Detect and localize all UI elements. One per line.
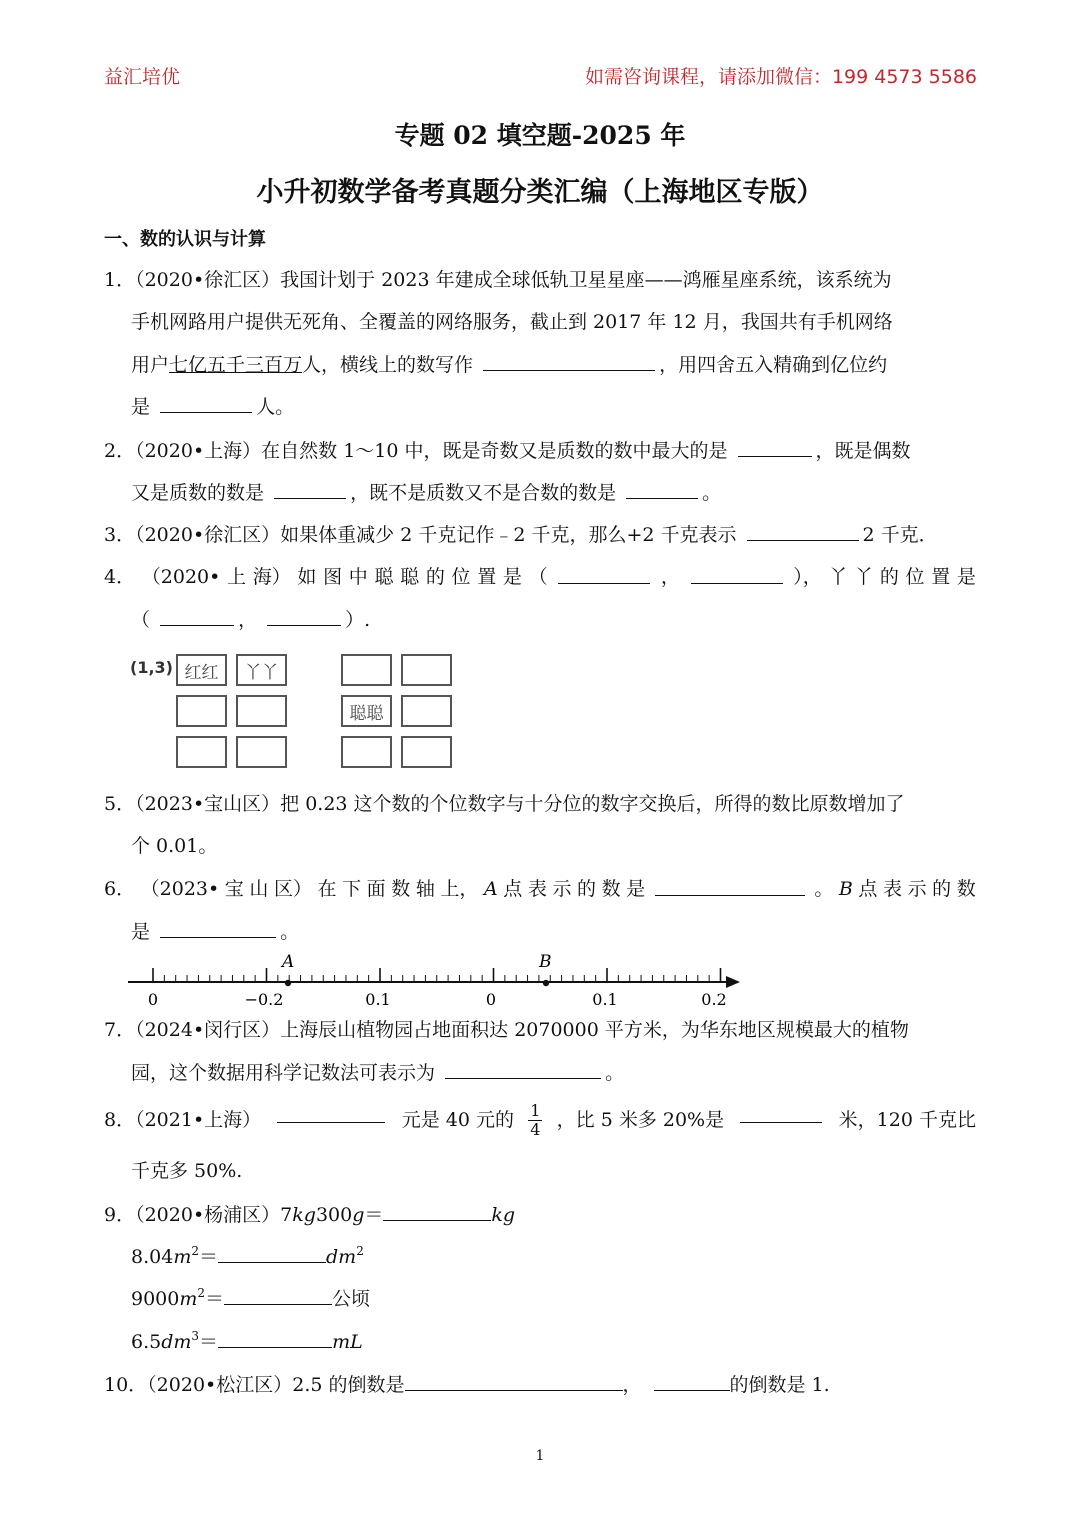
answer-blank[interactable] bbox=[445, 1058, 601, 1079]
q1-text: ，用四舍五入精确到亿位约 bbox=[659, 354, 888, 376]
answer-blank[interactable] bbox=[224, 1284, 332, 1305]
header-contact: 如需咨询课程，请添加微信：199 4573 5586 bbox=[584, 66, 977, 88]
q6-word: 山 bbox=[249, 878, 269, 900]
unit-hectare: 公顷 bbox=[332, 1288, 371, 1310]
q4-word: 位 bbox=[451, 566, 471, 588]
q8-text: ，比 5 米多 20%是 bbox=[556, 1109, 725, 1131]
point-a-label: A bbox=[282, 952, 295, 972]
q6-line2 bbox=[131, 917, 976, 946]
q1-line1: 1．（2020•徐汇区）我国计划于 2023 年建成全球低轨卫星星座——鸿雁星座系统，该系统为 bbox=[104, 269, 892, 291]
q7-line2 bbox=[131, 1058, 976, 1087]
q8-text: 元是 40 元的 bbox=[401, 1109, 514, 1131]
q4-line2 bbox=[131, 605, 976, 634]
page-title: 专题 02 填空题-2025 年 bbox=[394, 121, 686, 150]
answer-blank[interactable] bbox=[747, 520, 859, 541]
q4-word: 丫 bbox=[828, 566, 848, 588]
unit-m: m bbox=[173, 1246, 192, 1268]
fraction-numerator: 1 bbox=[530, 1101, 541, 1120]
grid-cell-honghong: 红红 bbox=[176, 654, 227, 686]
tick-label: 0.1 bbox=[592, 990, 618, 1009]
q2-line2 bbox=[131, 478, 976, 507]
unit-g: g bbox=[352, 1204, 365, 1226]
answer-blank[interactable] bbox=[654, 1370, 730, 1391]
grid-coordinate-label: (1,3) bbox=[130, 658, 173, 677]
answer-blank[interactable] bbox=[218, 1327, 332, 1348]
q4-word: ）， bbox=[793, 566, 822, 588]
answer-blank[interactable] bbox=[160, 605, 234, 626]
grid-cell bbox=[341, 736, 392, 768]
q4-word: 置 bbox=[477, 566, 497, 588]
q1-text: 是 bbox=[131, 396, 151, 418]
equals-sign: ＝ bbox=[205, 1288, 225, 1310]
q7-line1: 7．（2024•闵行区）上海辰山植物园占地面积达 2070000 平方米，为华东地区规模最大的植物 bbox=[104, 1019, 909, 1041]
q6-line1 bbox=[104, 875, 976, 903]
unit-kg: kg bbox=[491, 1204, 516, 1226]
q8-line1 bbox=[104, 1102, 976, 1139]
number-line-arrow bbox=[726, 976, 740, 988]
q2-text: ，既不是质数又不是合数的数是 bbox=[350, 482, 617, 504]
q6-point-a: A bbox=[483, 878, 498, 900]
q2-line1 bbox=[104, 436, 976, 465]
q1-line4 bbox=[131, 392, 976, 421]
q5-line1: 5．（2023•宝山区）把 0.23 这个数的个位数字与十分位的数字交换后，所得的数比原数增加了 bbox=[104, 793, 905, 815]
q3-text: 2 千克． bbox=[862, 524, 938, 546]
answer-blank[interactable] bbox=[160, 917, 276, 938]
q4-line1 bbox=[104, 563, 976, 591]
q6-word: （2023• bbox=[140, 878, 220, 900]
q1-text: 人，横线上的数写作 bbox=[302, 354, 474, 376]
q10-text: 10．（2020•松江区）2.5 的倒数是 bbox=[104, 1374, 405, 1396]
point-b-dot bbox=[543, 980, 549, 986]
q10-line bbox=[104, 1370, 976, 1399]
answer-blank[interactable] bbox=[160, 392, 252, 413]
q4-word: 图 bbox=[323, 566, 343, 588]
q3-text: 3．（2020•徐汇区）如果体重减少 2 千克记作﹣2 千克，那么+2 千克表示 bbox=[104, 524, 737, 546]
q9-line4 bbox=[131, 1327, 976, 1356]
superscript: 2 bbox=[356, 1244, 364, 1258]
q4-text: ）. bbox=[345, 609, 371, 631]
answer-blank[interactable] bbox=[277, 1102, 385, 1123]
q4-word: 是 bbox=[502, 566, 522, 588]
page-subtitle: 小升初数学备考真题分类汇编（上海地区专版） bbox=[256, 177, 824, 208]
q4-word: 上 bbox=[227, 566, 247, 588]
q6-word: 点 bbox=[503, 878, 523, 900]
q9-line1 bbox=[104, 1200, 976, 1229]
fraction-denominator: 4 bbox=[530, 1120, 541, 1139]
q6-word: 的 bbox=[932, 878, 952, 900]
grid-cell-yaya: 丫丫 bbox=[236, 654, 287, 686]
q10-text: ， bbox=[622, 1374, 642, 1396]
section-heading: 一、数的认识与计算 bbox=[104, 229, 266, 250]
q1-text: 人。 bbox=[256, 396, 295, 418]
equals-sign: ＝ bbox=[199, 1331, 219, 1353]
q6-word: 表 bbox=[527, 878, 547, 900]
q4-word: 聪 bbox=[374, 566, 394, 588]
q6-word: 示 bbox=[907, 878, 927, 900]
q8-line2: 千克多 50%. bbox=[131, 1160, 243, 1182]
q4-word: 如 bbox=[297, 566, 317, 588]
answer-blank[interactable] bbox=[691, 563, 783, 584]
q9-value: 9000 bbox=[131, 1288, 180, 1310]
q2-text: 2．（2020•上海）在自然数 1～10 中，既是奇数又是质数的数中最大的是 bbox=[104, 440, 728, 462]
q4-word: （ bbox=[528, 566, 548, 588]
q4-text: ， bbox=[238, 609, 258, 631]
q4-text: （ bbox=[131, 609, 151, 631]
q6-word: 区） bbox=[273, 878, 312, 900]
q4-word: 位 bbox=[905, 566, 925, 588]
answer-blank[interactable] bbox=[274, 478, 346, 499]
unit-ml: mL bbox=[332, 1331, 363, 1353]
q6-word: 宝 bbox=[224, 878, 244, 900]
q9-line3 bbox=[131, 1284, 976, 1313]
grid-cell bbox=[341, 654, 392, 686]
q10-text: 的倒数是 1. bbox=[729, 1374, 830, 1396]
q7-text: 。 bbox=[605, 1062, 625, 1084]
q6-text: 。 bbox=[280, 921, 300, 943]
grid-cell bbox=[176, 736, 227, 768]
q4-word: ， bbox=[660, 566, 680, 588]
answer-blank[interactable] bbox=[483, 350, 655, 371]
superscript: 2 bbox=[191, 1244, 199, 1258]
q4-word: 是 bbox=[956, 566, 976, 588]
unit-kg: kg bbox=[292, 1204, 316, 1226]
q4-word: 的 bbox=[425, 566, 445, 588]
point-b-label: B bbox=[539, 952, 552, 972]
q4-word: 海） bbox=[252, 566, 291, 588]
q1-line2: 手机网路用户提供无死角、全覆盖的网络服务，截止到 2017 年 12 月，我国共有手机网络 bbox=[131, 311, 893, 333]
q3-line bbox=[104, 520, 976, 549]
answer-blank[interactable] bbox=[405, 1370, 623, 1391]
q8-fraction bbox=[528, 1102, 542, 1139]
q1-underlined-number: 七亿五千三百万 bbox=[169, 354, 303, 376]
answer-blank[interactable] bbox=[626, 478, 698, 499]
q8-text: 米，120 千克比 bbox=[838, 1109, 976, 1131]
unit-dm: dm bbox=[161, 1331, 192, 1353]
q6-word: 数 bbox=[601, 878, 621, 900]
answer-blank[interactable] bbox=[738, 436, 812, 457]
q6-word: 数 bbox=[956, 878, 976, 900]
q1-line3 bbox=[131, 350, 976, 379]
q6-word: 点 bbox=[858, 878, 878, 900]
equals-sign: ＝ bbox=[364, 1204, 384, 1226]
q9-value: 8.04 bbox=[131, 1246, 174, 1268]
q6-word: 下 bbox=[342, 878, 362, 900]
q4-word: 置 bbox=[931, 566, 951, 588]
q8-text: 8．（2021•上海） bbox=[104, 1109, 262, 1131]
header-brand: 益汇培优 bbox=[104, 66, 181, 88]
q6-word: 数 bbox=[391, 878, 411, 900]
grid-cell bbox=[401, 695, 452, 727]
unit-m: m bbox=[179, 1288, 198, 1310]
unit-dm: dm bbox=[326, 1246, 357, 1268]
q6-word: 示 bbox=[552, 878, 572, 900]
superscript: 2 bbox=[197, 1286, 206, 1300]
tick-label: 0.1 bbox=[365, 990, 391, 1009]
number-line-figure bbox=[120, 948, 750, 1010]
grid-cell bbox=[236, 695, 287, 727]
q6-word: 是 bbox=[626, 878, 646, 900]
q9-text: 9．（2020•杨浦区）7 bbox=[104, 1204, 293, 1226]
q7-text: 园，这个数据用科学记数法可表示为 bbox=[131, 1062, 436, 1084]
equals-sign: ＝ bbox=[198, 1246, 218, 1268]
q5-line2: 个 0.01。 bbox=[131, 835, 218, 857]
q6-word: 在 bbox=[317, 878, 337, 900]
point-a-dot bbox=[285, 980, 291, 986]
q4-word: 的 bbox=[879, 566, 899, 588]
q6-word: 的 bbox=[577, 878, 597, 900]
answer-blank[interactable] bbox=[383, 1200, 491, 1221]
tick-label: −0.2 bbox=[244, 990, 284, 1009]
grid-cell-congcong: 聪聪 bbox=[341, 695, 392, 727]
grid-cell bbox=[176, 695, 227, 727]
page-number: 1 bbox=[535, 1448, 545, 1464]
answer-blank[interactable] bbox=[655, 875, 805, 896]
q6-word: 6． bbox=[104, 878, 136, 900]
grid-cell bbox=[401, 654, 452, 686]
q6-point-b: B bbox=[838, 878, 853, 900]
tick-label: 0 bbox=[147, 990, 159, 1009]
q6-word: 面 bbox=[366, 878, 386, 900]
q1-text: 用户 bbox=[131, 354, 170, 376]
tick-label: 0.2 bbox=[701, 990, 727, 1009]
q9-text: 300 bbox=[315, 1204, 353, 1226]
answer-blank[interactable] bbox=[558, 563, 650, 584]
grid-cell bbox=[401, 736, 452, 768]
q4-word: 中 bbox=[348, 566, 368, 588]
number-line-ticks bbox=[153, 968, 721, 982]
q4-word: 聪 bbox=[400, 566, 420, 588]
superscript: 3 bbox=[191, 1329, 200, 1343]
seat-grid-figure bbox=[130, 648, 460, 773]
q6-text: 是 bbox=[131, 921, 151, 943]
q2-text: 又是质数的数是 bbox=[131, 482, 265, 504]
answer-blank[interactable] bbox=[740, 1102, 822, 1123]
answer-blank[interactable] bbox=[267, 605, 341, 626]
q2-text: 。 bbox=[702, 482, 722, 504]
answer-blank[interactable] bbox=[218, 1242, 326, 1263]
q4-word: （2020• bbox=[141, 566, 221, 588]
q6-word: 。 bbox=[814, 878, 834, 900]
grid-cell bbox=[236, 736, 287, 768]
q2-text: ，既是偶数 bbox=[815, 440, 911, 462]
q6-word: 上， bbox=[440, 878, 479, 900]
q9-value: 6.5 bbox=[131, 1331, 162, 1353]
q4-word: 4． bbox=[104, 566, 136, 588]
q4-word: 丫 bbox=[854, 566, 874, 588]
q6-word: 表 bbox=[883, 878, 903, 900]
q6-word: 轴 bbox=[415, 878, 435, 900]
tick-label: 0 bbox=[485, 990, 497, 1009]
q9-line2 bbox=[131, 1242, 976, 1271]
